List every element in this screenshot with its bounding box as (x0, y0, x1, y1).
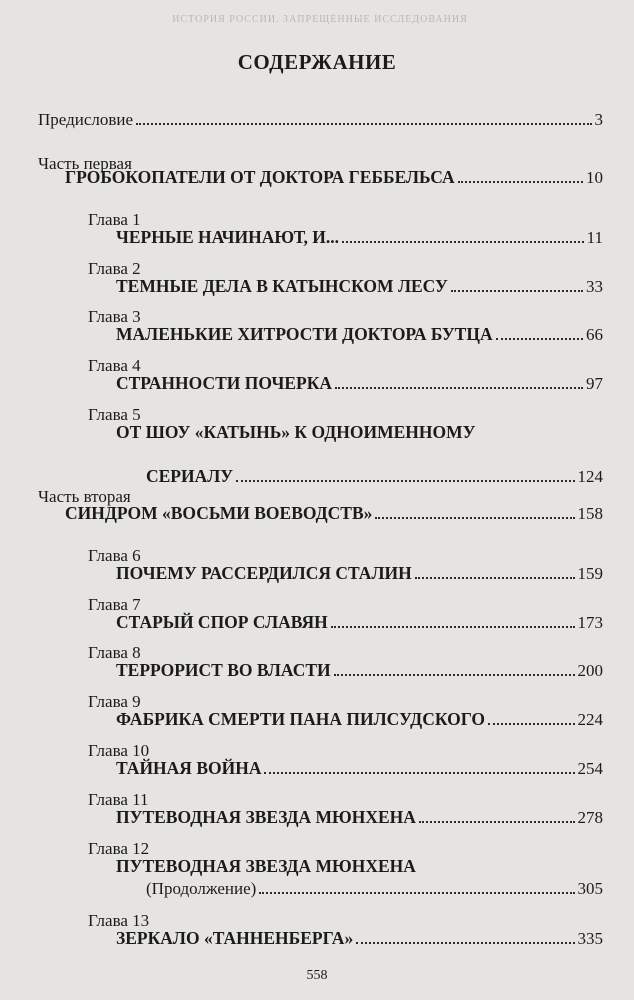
toc-entry-chapter-2 (116, 275, 603, 298)
toc-entry-page: 278 (577, 808, 603, 827)
toc-entry-chapter-8 (116, 659, 603, 682)
running-header: ИСТОРИЯ РОССИИ. ЗАПРЕЩЁННЫЕ ИССЛЕДОВАНИЯ (172, 14, 468, 25)
toc-entry-title: Предисловие (38, 110, 134, 129)
dot-leader (415, 574, 575, 579)
toc-entry-chapter-5 (146, 446, 603, 488)
chapter-label: Глава 11 (88, 790, 149, 809)
toc-entry-page: 3 (594, 110, 603, 129)
dot-leader (334, 671, 575, 676)
toc-entry-title-line2: СЕРИАЛУ (146, 466, 234, 486)
dot-leader (488, 720, 574, 725)
dot-leader (259, 889, 574, 894)
toc-entry-page: 200 (577, 661, 603, 680)
dot-leader (458, 178, 583, 183)
dot-leader (264, 769, 574, 774)
toc-entry-page: 335 (577, 929, 603, 948)
chapter-label: Глава 10 (88, 741, 150, 760)
part-label: Часть вторая (38, 487, 131, 506)
toc-entry-part2 (65, 502, 603, 525)
toc-entry-page: 158 (577, 504, 603, 523)
toc-entry-chapter-6 (116, 562, 603, 585)
toc-entry-page: 124 (577, 467, 603, 486)
dot-leader (419, 818, 575, 823)
chapter-label: Глава 2 (88, 259, 141, 278)
toc-entry-title: СТАРЫЙ СПОР СЛАВЯН (116, 612, 328, 632)
toc-entry-title: СИНДРОМ «ВОСЬМИ ВОЕВОДСТВ» (65, 503, 373, 523)
chapter-label: Глава 12 (88, 839, 150, 858)
toc-entry-page: 224 (577, 710, 603, 729)
toc-entry-page: 254 (577, 759, 603, 778)
toc-entry-title: ПУТЕВОДНАЯ ЗВЕЗДА МЮНХЕНА (116, 807, 416, 827)
page-title: СОДЕРЖАНИЕ (237, 50, 397, 74)
toc-entry-page: 305 (577, 879, 603, 898)
dot-leader (496, 335, 583, 340)
toc-entry-title: ГРОБОКОПАТЕЛИ ОТ ДОКТОРА ГЕББЕЛЬСА (65, 167, 455, 187)
toc-entry-title: МАЛЕНЬКИЕ ХИТРОСТИ ДОКТОРА БУТЦА (116, 324, 493, 344)
toc-entry-chapter-12 (146, 878, 603, 900)
dot-leader (331, 623, 575, 628)
chapter-label: Глава 13 (88, 911, 150, 930)
toc-entry-title: ПОЧЕМУ РАССЕРДИЛСЯ СТАЛИН (116, 563, 412, 583)
toc-entry-title: ПУТЕВОДНАЯ ЗВЕЗДА МЮНХЕНА (116, 856, 416, 876)
toc-entry-page: 66 (586, 325, 603, 344)
toc-entry-title: ТЕМНЫЕ ДЕЛА В КАТЫНСКОМ ЛЕСУ (116, 276, 448, 296)
chapter-label: Глава 7 (88, 595, 141, 614)
toc-entry-title-line1: ОТ ШОУ «КАТЫНЬ» К ОДНОИМЕННОМУ (116, 422, 476, 442)
toc-entry-title: ФАБРИКА СМЕРТИ ПАНА ПИЛСУДСКОГО (116, 709, 486, 729)
toc-entry-page: 97 (586, 374, 603, 393)
toc-entry-chapter-4 (116, 372, 603, 395)
toc-entry-subtitle: (Продолжение) (146, 879, 257, 898)
toc-entry-preface (38, 109, 603, 131)
chapter-label: Глава 8 (88, 643, 141, 662)
toc-entry-page: 33 (586, 277, 603, 296)
chapter-label: Глава 3 (88, 307, 141, 326)
toc-entry-chapter-3 (116, 323, 603, 346)
dot-leader (451, 287, 583, 292)
chapter-label: Глава 1 (88, 210, 141, 229)
chapter-label: Глава 5 (88, 405, 141, 424)
toc-entry-page: 159 (577, 564, 603, 583)
toc-entry-page: 10 (586, 168, 603, 187)
toc-entry-chapter-10 (116, 757, 603, 780)
page-number: 558 (306, 968, 328, 983)
dot-leader (236, 477, 574, 482)
toc-entry-title: СТРАННОСТИ ПОЧЕРКА (116, 373, 333, 393)
chapter-label: Глава 6 (88, 546, 141, 565)
toc-entry-title: ЗЕРКАЛО «ТАННЕНБЕРГА» (116, 928, 354, 948)
chapter-label: Глава 9 (88, 692, 141, 711)
toc-entry-part1 (65, 166, 603, 189)
chapter-label: Глава 4 (88, 356, 141, 375)
toc-entry-chapter-9 (116, 708, 603, 731)
toc-entry-page: 173 (577, 613, 603, 632)
dot-leader (356, 939, 574, 944)
dot-leader (342, 238, 584, 243)
toc-entry-chapter-11 (116, 806, 603, 829)
toc-entry-chapter-1 (116, 226, 603, 249)
part-label: Часть первая (38, 154, 132, 173)
toc-entry-chapter-13 (116, 927, 603, 950)
toc-entry-title: ЧЕРНЫЕ НАЧИНАЮТ, И... (116, 227, 340, 247)
dot-leader (136, 120, 591, 125)
dot-leader (335, 384, 583, 389)
toc-entry-chapter-7 (116, 611, 603, 634)
toc-entry-page: 11 (586, 228, 603, 247)
toc-entry-title: ТАЙНАЯ ВОЙНА (116, 758, 262, 778)
dot-leader (375, 514, 574, 519)
toc-entry-title: ТЕРРОРИСТ ВО ВЛАСТИ (116, 660, 331, 680)
